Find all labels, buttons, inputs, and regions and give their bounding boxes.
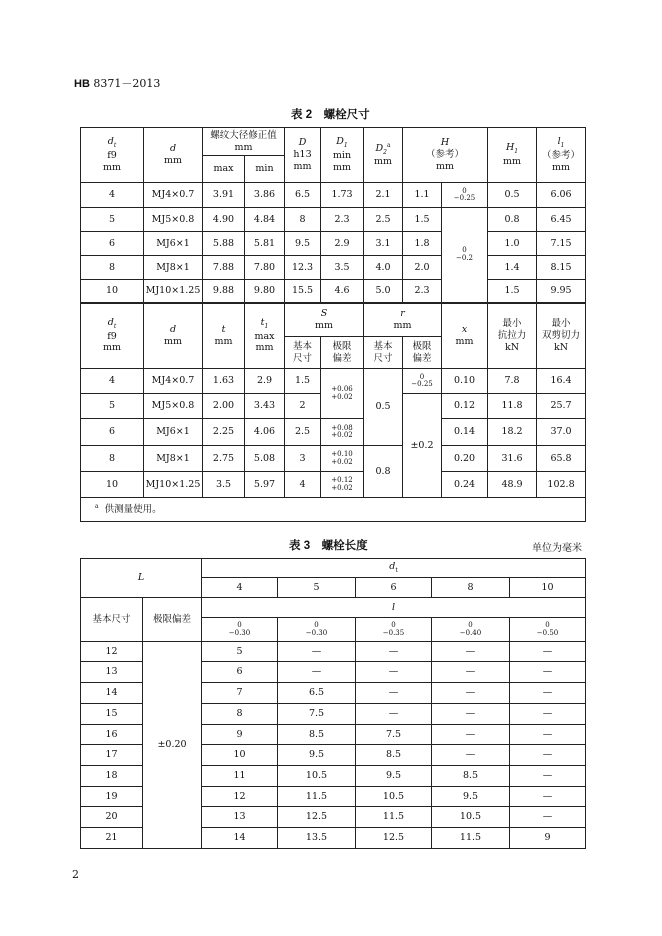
- table2-footnote: $^a$ 供测量使用。: [81, 498, 586, 522]
- table-cell: MJ6×1: [144, 419, 203, 446]
- table-cell: —: [510, 807, 586, 828]
- table-cell: 0 −0.30: [202, 618, 278, 642]
- table-cell: 7.5: [278, 704, 356, 725]
- table-cell: 2.3: [403, 280, 442, 303]
- table-cell: 14: [81, 683, 143, 704]
- table-cell: 1.0: [488, 232, 537, 256]
- table-cell: 2.00: [203, 394, 245, 419]
- table-cell: 9: [510, 828, 586, 849]
- table-row: [81, 280, 586, 303]
- h2-r-basic: 基本 尺寸: [364, 337, 403, 369]
- table-cell: 65.8: [537, 446, 586, 472]
- table-cell: 14: [202, 828, 278, 849]
- h2-d: d mm: [144, 303, 203, 369]
- table-cell: 11.8: [488, 394, 537, 419]
- table-cell: 10.5: [432, 807, 510, 828]
- table-cell: 19: [81, 787, 143, 807]
- table-cell: 10: [81, 472, 144, 498]
- table-cell: 8: [285, 208, 321, 232]
- table-cell: 0.12: [442, 394, 488, 419]
- table-row: [81, 472, 586, 498]
- table-cell: 20: [81, 807, 143, 828]
- h3-dt: $d_t$: [202, 559, 586, 578]
- table-cell: 8: [202, 704, 278, 725]
- S-tolerance-3: +0.10 +0.02: [321, 446, 364, 472]
- table-cell: 11.5: [356, 807, 432, 828]
- table-cell: 6: [202, 662, 278, 683]
- table-cell: 9.95: [537, 280, 586, 303]
- L-tolerance: ±0.20: [143, 642, 202, 849]
- table-cell: 4: [81, 183, 144, 208]
- table-cell: 8: [81, 446, 144, 472]
- table2-bolt-dimensions: [80, 127, 586, 522]
- table-cell: 5: [81, 394, 144, 419]
- table-cell: 18.2: [488, 419, 537, 446]
- h2-tensile: 最小 抗拉力 kN: [488, 303, 537, 369]
- table-cell: 1.8: [403, 232, 442, 256]
- table-cell: 7.8: [488, 369, 537, 394]
- table-cell: MJ5×0.8: [144, 394, 203, 419]
- table-cell: MJ5×0.8: [144, 208, 203, 232]
- table-cell: 13: [81, 662, 143, 683]
- table-cell: 0.5: [488, 183, 537, 208]
- table-cell: MJ6×1: [144, 232, 203, 256]
- table-cell: 7: [202, 683, 278, 704]
- table-cell: 16: [81, 725, 143, 745]
- table-cell: 2.75: [203, 446, 245, 472]
- table-cell: 13: [202, 807, 278, 828]
- table-cell: 9.5: [278, 745, 356, 766]
- table-cell: 8: [81, 256, 144, 280]
- table-cell: 9: [202, 725, 278, 745]
- table-cell: 8.5: [432, 766, 510, 787]
- table-cell: 4.84: [245, 208, 285, 232]
- table-cell: 37.0: [537, 419, 586, 446]
- table-cell: 5.81: [245, 232, 285, 256]
- table-cell: 0.10: [442, 369, 488, 394]
- table-cell: 18: [81, 766, 143, 787]
- table-cell: —: [510, 662, 586, 683]
- table-cell: 0.14: [442, 419, 488, 446]
- table3-bolt-length: [80, 558, 586, 849]
- table-cell: 1.73: [321, 183, 364, 208]
- h3-basic: 基本尺寸: [81, 598, 143, 642]
- table-cell: MJ10×1.25: [144, 280, 203, 303]
- table-row: [81, 256, 586, 280]
- table-cell: —: [432, 725, 510, 745]
- r-basic-b: 0.8: [364, 446, 403, 498]
- table-cell: 12.3: [285, 256, 321, 280]
- table-cell: —: [356, 704, 432, 725]
- S-tolerance-1: +0.06 +0.02: [321, 369, 364, 419]
- h3-l: l: [202, 598, 586, 618]
- table-cell: —: [432, 704, 510, 725]
- table-cell: —: [432, 642, 510, 662]
- table-cell: 21: [81, 828, 143, 849]
- S-tolerance-2: +0.08 +0.02: [321, 419, 364, 446]
- h2-shear: 最小 双剪切力 kN: [537, 303, 586, 369]
- h-D2: $D_2^a$ mm: [364, 128, 403, 183]
- table-cell: 4.6: [321, 280, 364, 303]
- table-cell: 12: [202, 787, 278, 807]
- r-tolerance-b: ±0.2: [403, 394, 442, 498]
- table-cell: 5.97: [245, 472, 285, 498]
- table-cell: 2.3: [321, 208, 364, 232]
- h-D1: $D_1$ min mm: [321, 128, 364, 183]
- table-cell: 6.5: [285, 183, 321, 208]
- h3-L: L: [81, 559, 202, 598]
- table-row: [81, 183, 586, 208]
- table-cell: 11.5: [432, 828, 510, 849]
- table-cell: —: [432, 662, 510, 683]
- table-cell: —: [356, 683, 432, 704]
- H-tolerance-b: 0 −0.2: [442, 208, 488, 303]
- table-cell: 1.5: [285, 369, 321, 394]
- h-H1: $H_1$ mm: [488, 128, 537, 183]
- table-cell: 17: [81, 745, 143, 766]
- table-cell: 6: [81, 419, 144, 446]
- table-cell: 4: [285, 472, 321, 498]
- table-cell: 8.5: [278, 725, 356, 745]
- h-dt: $d_t$ f9 mm: [81, 128, 144, 183]
- table-cell: 31.6: [488, 446, 537, 472]
- h2-dt: $d_t$ f9 mm: [81, 303, 144, 369]
- table-row: [81, 369, 586, 394]
- table-cell: —: [510, 787, 586, 807]
- table-cell: 15.5: [285, 280, 321, 303]
- table-cell: 11.5: [278, 787, 356, 807]
- table-cell: 12.5: [356, 828, 432, 849]
- page-number: 2: [72, 868, 79, 881]
- table-cell: 13.5: [278, 828, 356, 849]
- table-row: [81, 208, 586, 232]
- table-cell: 6.5: [278, 683, 356, 704]
- table-cell: 8: [432, 578, 510, 598]
- table-cell: 9.88: [203, 280, 245, 303]
- table-cell: —: [356, 642, 432, 662]
- table-cell: 5: [202, 642, 278, 662]
- table-row: [81, 642, 586, 662]
- h-H: H （参考） mm: [403, 128, 488, 183]
- table3-caption: 表 3 螺栓长度: [289, 540, 368, 552]
- table-cell: 12.5: [278, 807, 356, 828]
- h2-t: t mm: [203, 303, 245, 369]
- table-cell: 16.4: [537, 369, 586, 394]
- table-cell: 0.24: [442, 472, 488, 498]
- table-cell: —: [510, 683, 586, 704]
- table-cell: MJ4×0.7: [144, 183, 203, 208]
- table-cell: 6: [356, 578, 432, 598]
- table-cell: —: [510, 725, 586, 745]
- table-cell: 0.8: [488, 208, 537, 232]
- h2-r-dev: 极限 偏差: [403, 337, 442, 369]
- table-cell: 10.5: [356, 787, 432, 807]
- table-cell: 12: [81, 642, 143, 662]
- table-cell: 7.5: [356, 725, 432, 745]
- table-cell: 2.1: [364, 183, 403, 208]
- h3-dev: 极限偏差: [143, 598, 202, 642]
- table-cell: 25.7: [537, 394, 586, 419]
- table-cell: 6.06: [537, 183, 586, 208]
- document-code: HB 8371－2013: [74, 77, 161, 90]
- table-cell: 1.5: [488, 280, 537, 303]
- table-cell: 5: [81, 208, 144, 232]
- table-cell: 6: [81, 232, 144, 256]
- table-cell: 0 −0.35: [356, 618, 432, 642]
- S-tolerance-4: +0.12 +0.02: [321, 472, 364, 498]
- table-cell: 102.8: [537, 472, 586, 498]
- table-cell: 2.0: [403, 256, 442, 280]
- table-cell: 0 −0.30: [278, 618, 356, 642]
- table-cell: MJ4×0.7: [144, 369, 203, 394]
- table-cell: 10: [81, 280, 144, 303]
- h-min: min: [245, 156, 285, 183]
- h2-S-dev: 极限 偏差: [321, 337, 364, 369]
- table-cell: 7.80: [245, 256, 285, 280]
- table-cell: 3.5: [321, 256, 364, 280]
- r-tolerance-a: 0 −0.25: [403, 369, 442, 394]
- table-row: [81, 232, 586, 256]
- table-row: [81, 419, 586, 446]
- table-cell: 11: [202, 766, 278, 787]
- table-cell: —: [510, 704, 586, 725]
- table-cell: 2: [285, 394, 321, 419]
- table-cell: 3.91: [203, 183, 245, 208]
- h2-S: S mm: [285, 303, 364, 337]
- table-cell: 4.90: [203, 208, 245, 232]
- table-cell: 3: [285, 446, 321, 472]
- table-cell: 10: [510, 578, 586, 598]
- table-cell: 5: [278, 578, 356, 598]
- table-cell: 1.5: [403, 208, 442, 232]
- table-cell: MJ8×1: [144, 256, 203, 280]
- h-d: d mm: [144, 128, 203, 183]
- table-cell: 7.88: [203, 256, 245, 280]
- table-cell: 0.20: [442, 446, 488, 472]
- table-cell: —: [356, 662, 432, 683]
- unit-note: 单位为毫米: [532, 543, 582, 554]
- table-cell: 5.0: [364, 280, 403, 303]
- table-cell: —: [432, 745, 510, 766]
- table-cell: —: [278, 662, 356, 683]
- table-cell: 2.5: [364, 208, 403, 232]
- table-cell: 3.5: [203, 472, 245, 498]
- table-cell: 1.63: [203, 369, 245, 394]
- table-cell: MJ8×1: [144, 446, 203, 472]
- table-cell: —: [278, 642, 356, 662]
- table-cell: 15: [81, 704, 143, 725]
- table-cell: 2.9: [321, 232, 364, 256]
- table-cell: 2.5: [285, 419, 321, 446]
- h2-t1: $t_1$ max mm: [245, 303, 285, 369]
- table-cell: 9.5: [432, 787, 510, 807]
- table-cell: 8.15: [537, 256, 586, 280]
- table-cell: 5.08: [245, 446, 285, 472]
- table-cell: 2.25: [203, 419, 245, 446]
- table-cell: 9.5: [356, 766, 432, 787]
- table-cell: 1.4: [488, 256, 537, 280]
- table-cell: 3.43: [245, 394, 285, 419]
- table-cell: 2.9: [245, 369, 285, 394]
- table-cell: 1.1: [403, 183, 442, 208]
- table-cell: —: [510, 642, 586, 662]
- h-thread: 螺纹大径修正值 mm: [203, 128, 285, 156]
- table-cell: 5.88: [203, 232, 245, 256]
- H-tolerance-a: 0 −0.25: [442, 183, 488, 208]
- table-cell: —: [510, 766, 586, 787]
- table-cell: 10.5: [278, 766, 356, 787]
- table-row: [81, 446, 586, 472]
- table-cell: 0 −0.40: [432, 618, 510, 642]
- h-max: max: [203, 156, 245, 183]
- table-cell: 7.15: [537, 232, 586, 256]
- table-cell: 3.1: [364, 232, 403, 256]
- table2-caption: 表 2 螺栓尺寸: [291, 109, 370, 121]
- h2-S-basic: 基本 尺寸: [285, 337, 321, 369]
- table-cell: 9.80: [245, 280, 285, 303]
- table-cell: 6.45: [537, 208, 586, 232]
- h2-r: r mm: [364, 303, 442, 337]
- table-cell: —: [510, 745, 586, 766]
- table-cell: 8.5: [356, 745, 432, 766]
- table-cell: 48.9: [488, 472, 537, 498]
- table-cell: —: [432, 683, 510, 704]
- table-cell: MJ10×1.25: [144, 472, 203, 498]
- table-cell: 4: [202, 578, 278, 598]
- table-cell: 4.0: [364, 256, 403, 280]
- h2-x: x mm: [442, 303, 488, 369]
- table-cell: 3.86: [245, 183, 285, 208]
- table-cell: 0 −0.50: [510, 618, 586, 642]
- table-cell: 4: [81, 369, 144, 394]
- h-D: D h13 mm: [285, 128, 321, 183]
- table-cell: 9.5: [285, 232, 321, 256]
- h-l1: $l_1$ （参考） mm: [537, 128, 586, 183]
- table-cell: 4.06: [245, 419, 285, 446]
- r-basic-a: 0.5: [364, 369, 403, 446]
- table-cell: 10: [202, 745, 278, 766]
